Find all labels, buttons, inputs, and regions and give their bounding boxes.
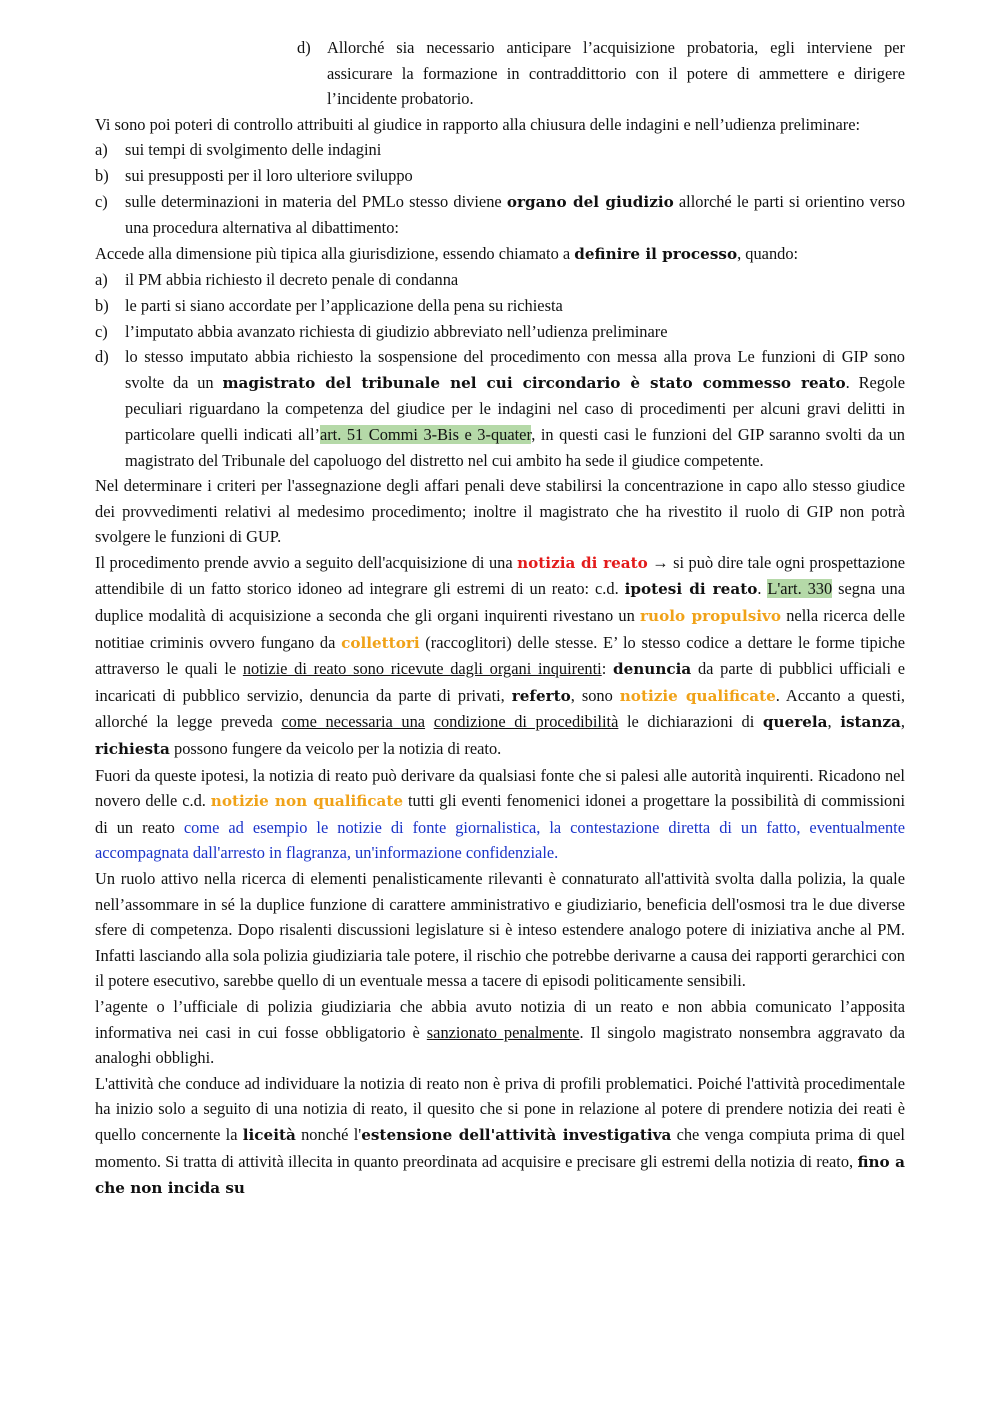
list-item [95, 293, 905, 319]
top-list [95, 35, 905, 112]
text-span: tutti gli eventi fenomenici idonei a progettare la possibilità di commissioni di un reato [95, 791, 906, 837]
list-item [95, 267, 905, 293]
list-item [95, 35, 905, 112]
bold-term: referto [511, 686, 571, 705]
text-span: nonché l' [295, 1124, 362, 1144]
text-span: , quando: [737, 243, 799, 263]
list-item-text: sui presupposti per il loro ulteriore sviluppo [125, 165, 413, 185]
list-item [95, 137, 905, 163]
list-marker: c) [95, 191, 108, 211]
text-span: . Regole peculiari riguardano la competenza del giudice per le indagini nel caso di procedimenti per alcuni gravi delitti in particolare quelli indicati all’ [125, 372, 906, 444]
bold-term: estensione dell'attività investigativa [361, 1125, 672, 1144]
bold-term: definire il processo [574, 244, 738, 263]
text-span: , [827, 712, 841, 732]
paragraph-accede [95, 241, 905, 268]
text-span [425, 712, 434, 731]
text-span: le dichiarazioni di [618, 712, 763, 732]
paragraph-attivita [95, 1071, 905, 1202]
bold-term: richiesta [95, 740, 170, 759]
bold-term: denuncia [612, 660, 692, 679]
text-span: da parte di pubblici ufficiali e incaricati di pubblico servizio, denuncia da parte di privati, [95, 659, 906, 705]
paragraph-fuori [95, 763, 905, 866]
orange-term: collettori [341, 633, 420, 652]
text-span: , in questi casi le funzioni del GIP saranno svolti da un magistrato del Tribunale del capoluogo del distretto nel cui ambito ha sede il giudice competente. [125, 424, 905, 470]
list-item [95, 189, 905, 241]
list-item [95, 344, 905, 473]
text-span: → si può dire tale ogni prospettazione attendibile di un fatto storico idoneo ad integrare gli estremi di un reato: c.d. [95, 552, 905, 599]
document-page [95, 35, 905, 1202]
text-span: segna una duplice modalità di acquisizione a seconda che gli organi inquirenti rivestano un [95, 579, 905, 626]
list-item-text: Allorché sia necessario anticipare l’acquisizione probatoria, egli interviene per assicurare la formazione in contraddittorio con il potere di ammettere e dirigere l’incidente probatorio. [327, 38, 905, 109]
text-span: . Accanto a questi, allorché la legge preveda [95, 685, 905, 732]
text-span: Fuori da queste ipotesi, la notizia di reato può derivare da qualsiasi fonte che si palesi alle autorità inquirenti. Ricadono nel novero delle c.d. [95, 765, 905, 811]
list-item-text: sulle determinazioni in materia del PMLo stesso diviene [125, 191, 507, 211]
text-span: . Il singolo magistrato nonsembra aggravato da analoghi obblighi. [95, 1022, 905, 1068]
list-item [95, 319, 905, 345]
text-span: lo stesso imputato abbia richiesto la sospensione del procedimento con messa alla prova Le funzioni di GIP sono svolte da un [125, 347, 905, 392]
paragraph-ruolo: Un ruolo attivo nella ricerca di elementi penalisticamente rilevanti è connaturato all'attività svolta dalla polizia, la quale nell’assommare in sé la duplice funzione di carattere amministrativo e giudiziario, beneficia dell'osmosi tra le due diverse sfere di competenza. Dopo risalenti discussioni legislature si è inteso estendere analogo potere di iniziativa anche al PM. Infatti lasciando alla sola polizia giudiziaria tale potere, il rischio che potrebbe derivarne a causa dei rapporti gerarchici con il potere esecutivo, sarebbe quello di un eventuale messa a tacere di episodi politicamente sensibili. [95, 869, 905, 991]
text-span: L'attività che conduce ad individuare la notizia di reato non è priva di profili problematici. Poiché l'attività procedimentale ha inizio solo a seguito di una notizia di reato, il quesito che si pone in relazione al potere di prendere notizia dei reati è quello concernente la [95, 1073, 905, 1144]
highlighted-reference: art. 51 Commi 3-Bis e 3-quater [319, 424, 532, 444]
text-span: : [601, 659, 613, 679]
list-marker: d) [95, 347, 109, 367]
list-item-text: il PM abbia richiesto il decreto penale di condanna [125, 270, 459, 290]
orange-term: notizie non qualificate [210, 792, 404, 811]
list-marker: a) [95, 270, 108, 290]
text-span: , sono [570, 685, 620, 705]
paragraph-controllo: Vi sono poi poteri di controllo attribuiti al giudice in rapporto alla chiusura delle indagini e nell’udienza preliminare: [95, 114, 861, 134]
list-marker: b) [95, 165, 109, 185]
text-span: nella ricerca delle notitiae criminis ovvero fungano da [95, 606, 905, 652]
list-marker: c) [95, 321, 108, 341]
paragraph-agente [95, 994, 905, 1071]
list-item-text: l’imputato abbia avanzato richiesta di giudizio abbreviato nell’udienza preliminare [125, 321, 668, 341]
list-item-text: sui tempi di svolgimento delle indagini [125, 140, 382, 160]
red-term: notizia di reato [517, 553, 648, 572]
orange-term: notizie qualificate [619, 686, 776, 705]
text-span: che venga compiuta prima di quel momento. Si tratta di attività illecita in quanto preordinata ad acquisire e precisare gli estremi della notizia di reato, [95, 1124, 905, 1171]
text-span: l’agente o l’ufficiale di polizia giudiziaria che abbia avuto notizia di un reato e non abbia comunicato l’apposita informativa nei casi in cui fosse obbligatorio è [95, 996, 905, 1042]
controllo-list [95, 137, 905, 240]
list-item-text: le parti si siano accordate per l’applicazione della pena su richiesta [125, 295, 563, 315]
orange-term: ruolo propulsivo [640, 607, 781, 626]
list-marker: a) [95, 140, 108, 160]
text-span: possono fungere da veicolo per la notizia di reato. [169, 739, 502, 759]
bold-term: ipotesi di reato [624, 580, 758, 599]
underlined-text: sanzionato penalmente [426, 1022, 580, 1042]
bold-term: organo del giudizio [506, 192, 674, 211]
list-item-text: allorché le parti si orientino verso una procedura alternativa al dibattimento: [125, 191, 906, 238]
underlined-text: notizie di reato sono ricevute dagli organi inquirenti [242, 659, 602, 679]
text-span: Accede alla dimensione più tipica alla giurisdizione, essendo chiamato a [95, 243, 575, 263]
blue-text: come ad esempio le notizie di fonte giornalistica, la contestazione diretta di un fatto, eventualmente accompagnata dall'arresto in flagranza, un'informazione confidenziale. [95, 817, 905, 863]
paragraph-notizia [95, 550, 905, 763]
list-marker: d) [297, 38, 311, 57]
bold-term: liceità [242, 1125, 296, 1144]
list-marker: b) [95, 295, 109, 315]
underlined-text: condizione di procedibilità [433, 712, 619, 732]
text-span: Il procedimento prende avvio a seguito dell'acquisizione di una [95, 552, 518, 572]
underlined-text: come necessaria una [281, 712, 426, 732]
list-item [95, 163, 905, 189]
bold-term: fino a che non incida su [95, 1152, 905, 1198]
text-span: . [757, 579, 768, 599]
bold-term: querela [762, 713, 828, 732]
text-span: (raccoglitori) delle stesse. E’ lo stesso codice a dettare le forme tipiche attraverso le quali le [95, 632, 905, 679]
text-span: , [900, 712, 906, 732]
bold-term: magistrato del tribunale nel cui circondario è stato commesso reato [222, 373, 846, 392]
accede-list [95, 267, 905, 473]
highlighted-reference: L'art. 330 [767, 579, 833, 599]
paragraph-criteri: Nel determinare i criteri per l'assegnazione degli affari penali deve stabilirsi la concentrazione in capo allo stesso giudice dei provvedimenti relativi al medesimo procedimento; inoltre il magistrato che ha rivestito il ruolo di GIP non potrà svolgere le funzioni di GUP. [95, 476, 905, 547]
bold-term: istanza [840, 713, 901, 732]
